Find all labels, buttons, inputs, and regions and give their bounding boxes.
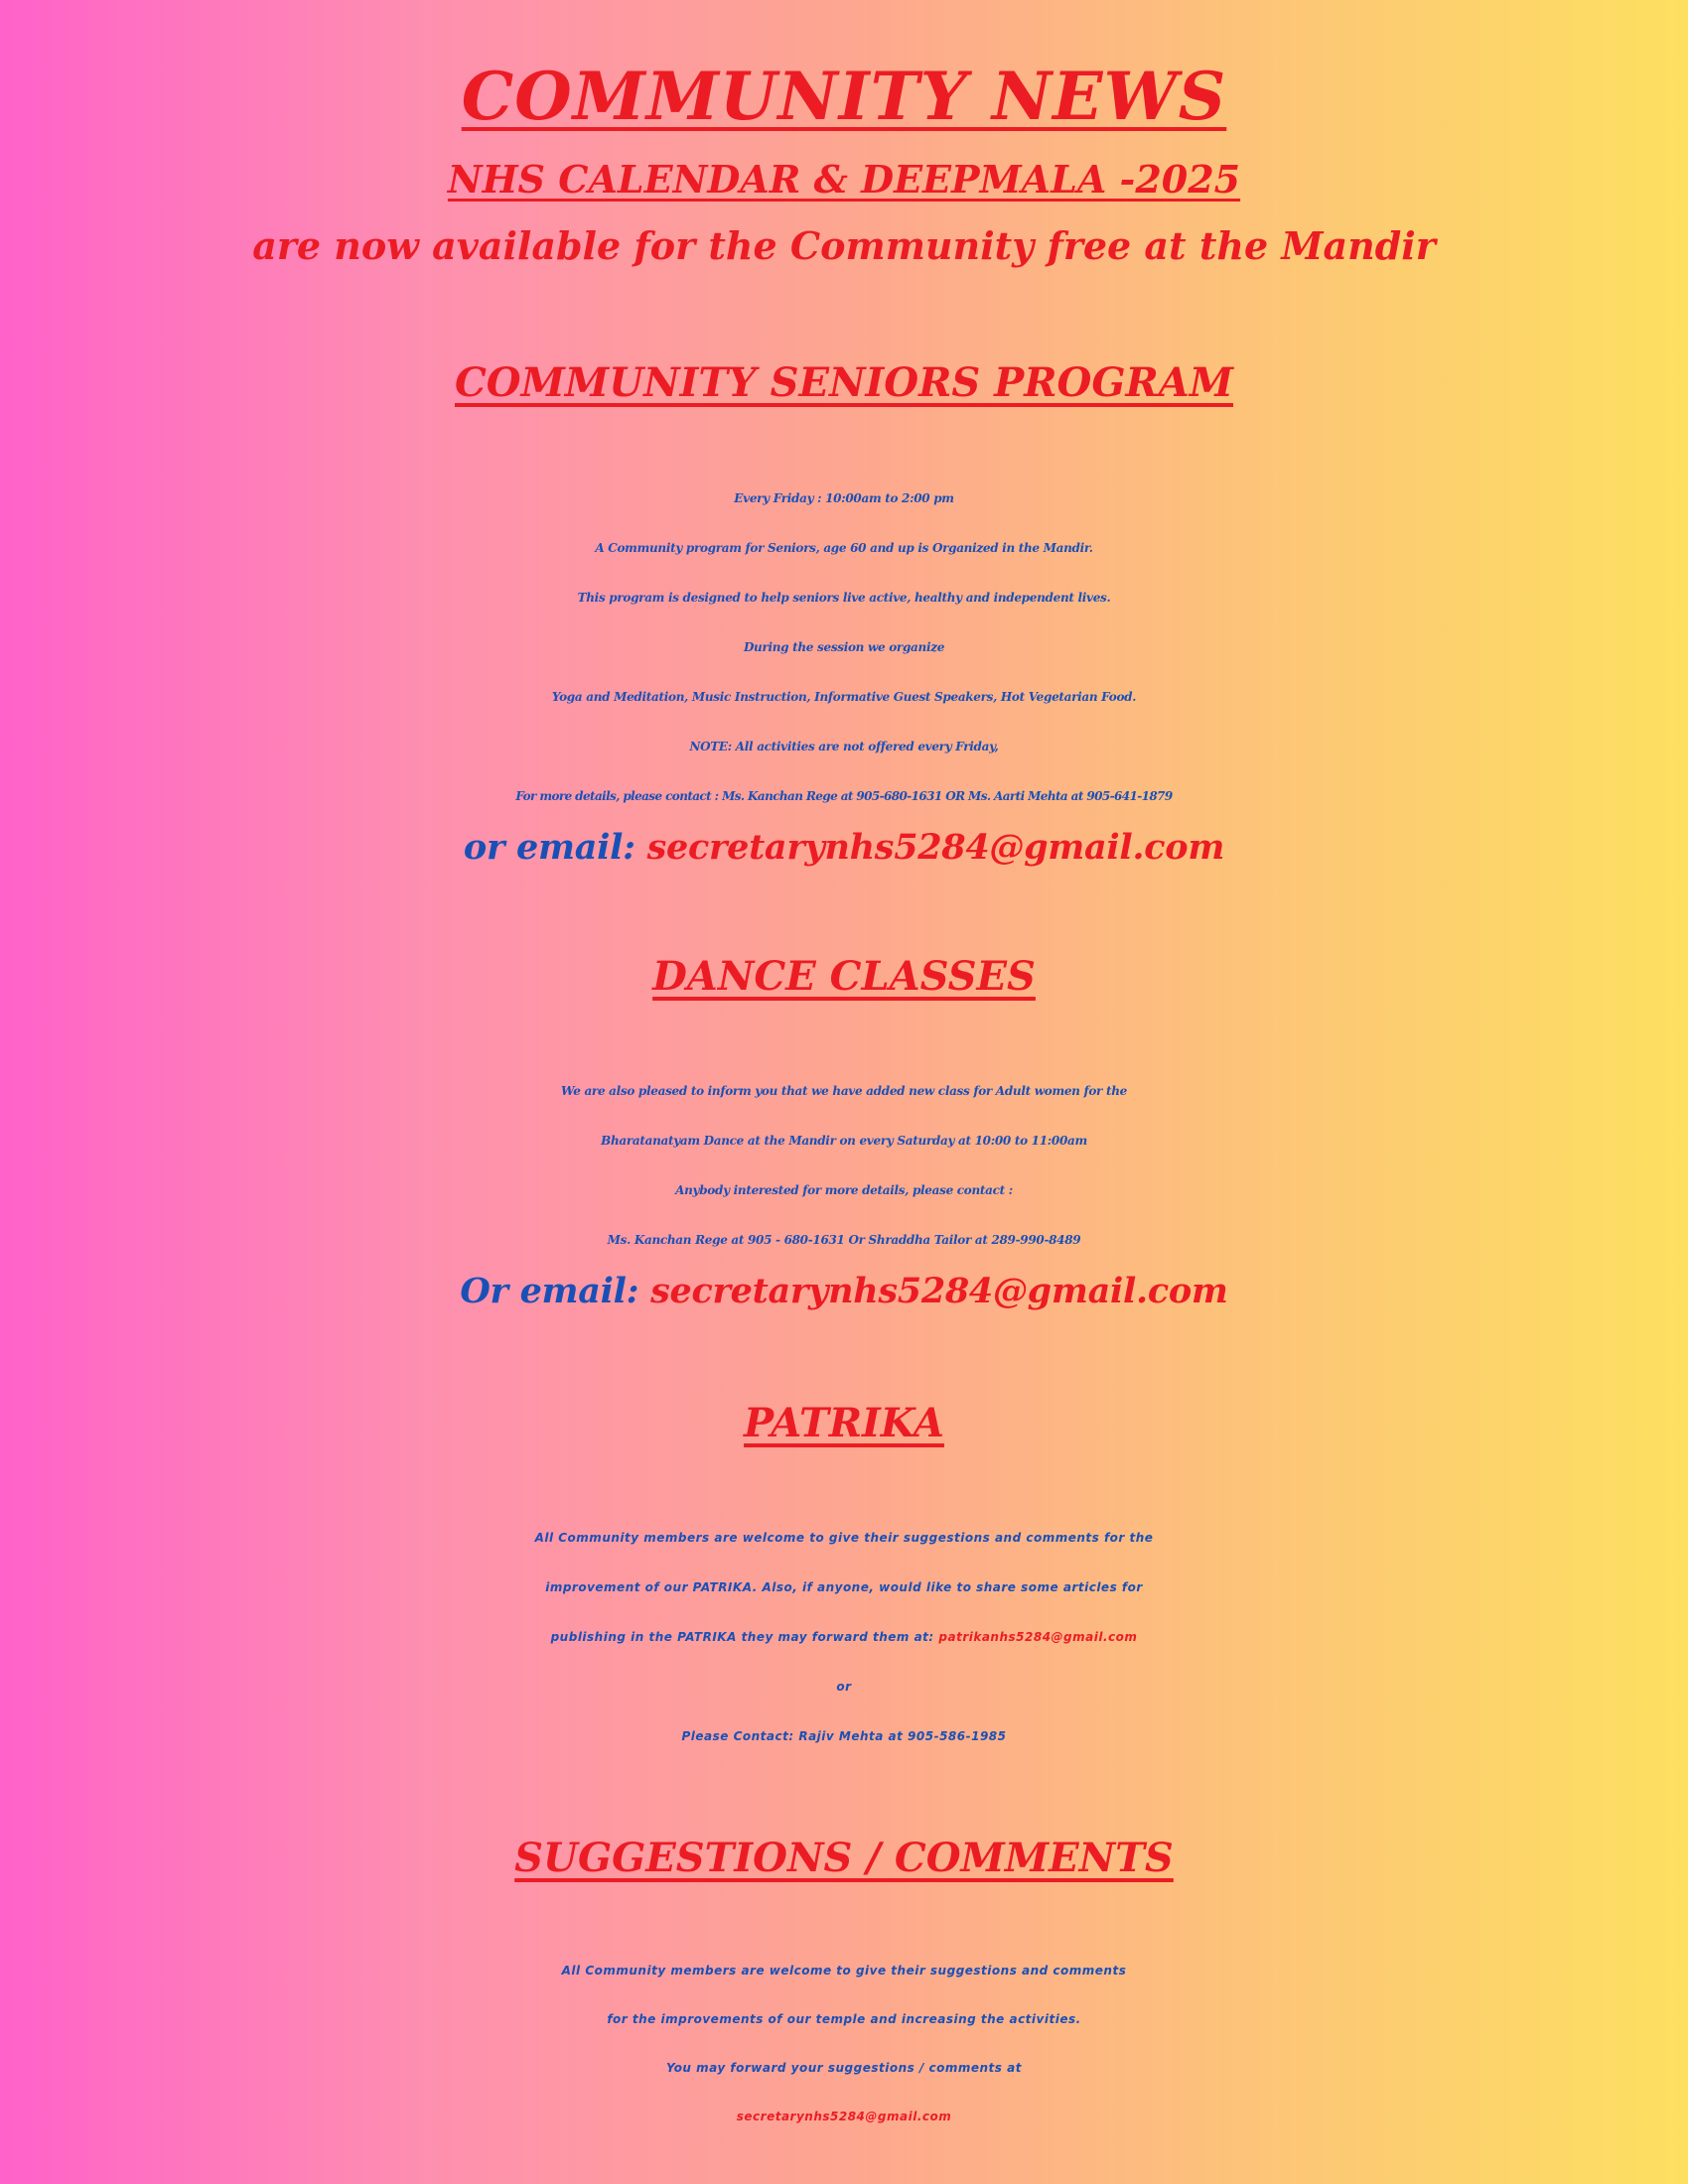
patrika-line: All Community members are welcome to give their suggestions and comments for the: [534, 1531, 1154, 1545]
seniors-line: Every Friday : 10:00am to 2:00 pm: [734, 491, 954, 505]
seniors-line: This program is designed to help seniors live active, healthy and independent lives.: [577, 591, 1111, 605]
suggestions-line: You may forward your suggestions / comments at: [666, 2061, 1022, 2075]
dance-email-line: [0, 1265, 1688, 1318]
seniors-email-link[interactable]: secretarynhs5284@gmail.com: [646, 827, 1225, 868]
patrika-line: [0, 1612, 1688, 1662]
dance-heading: DANCE CLASSES: [652, 953, 1036, 1000]
seniors-email-line: [0, 821, 1688, 875]
seniors-line: Yoga and Meditation, Music Instruction, Informative Guest Speakers, Hot Vegetarian Food.: [551, 690, 1137, 704]
seniors-line: NOTE: All activities are not offered every Friday,: [689, 740, 999, 753]
email-prefix: or email:: [463, 827, 647, 868]
seniors-line: For more details, please contact : Ms. Kanchan Rege at 905-680-1631 OR Ms. Aarti Mehta at 905-641-1879: [515, 789, 1173, 803]
seniors-section: [0, 474, 1688, 875]
patrika-line3-text: publishing in the PATRIKA they may forward them at:: [550, 1630, 939, 1644]
seniors-heading: COMMUNITY SENIORS PROGRAM: [454, 359, 1234, 406]
suggestions-heading: SUGGESTIONS / COMMENTS: [514, 1835, 1174, 1881]
calendar-subtitle: are now available for the Community free at the Mandir: [252, 223, 1436, 268]
patrika-line: improvement of our PATRIKA. Also, if anyone, would like to share some articles for: [545, 1580, 1143, 1594]
calendar-heading: NHS CALENDAR & DEEPMALA -2025: [447, 157, 1241, 202]
seniors-line: During the session we organize: [743, 640, 945, 654]
suggestions-email-link[interactable]: secretarynhs5284@gmail.com: [736, 2110, 952, 2123]
dance-email-link[interactable]: secretarynhs5284@gmail.com: [650, 1271, 1228, 1311]
dance-section: [0, 1066, 1688, 1318]
patrika-email-link[interactable]: patrikanhs5284@gmail.com: [938, 1630, 1138, 1644]
seniors-line: A Community program for Seniors, age 60 and up is Organized in the Mandir.: [595, 541, 1093, 555]
patrika-or: or: [836, 1680, 852, 1694]
dance-line: Bharatanatyam Dance at the Mandir on every Saturday at 10:00 to 11:00am: [601, 1134, 1087, 1148]
patrika-contact: Please Contact: Rajiv Mehta at 905-586-1985: [681, 1729, 1007, 1743]
suggestions-section: [0, 1947, 1688, 2141]
suggestions-line: for the improvements of our temple and increasing the activities.: [607, 2012, 1081, 2026]
page-title: COMMUNITY NEWS: [461, 58, 1227, 135]
patrika-section: [0, 1513, 1688, 1761]
suggestions-line: All Community members are welcome to give their suggestions and comments: [561, 1964, 1127, 1978]
dance-line: Ms. Kanchan Rege at 905 - 680-1631 Or Shraddha Tailor at 289-990-8489: [607, 1233, 1081, 1247]
patrika-heading: PATRIKA: [744, 1400, 944, 1446]
email-prefix: Or email:: [460, 1271, 651, 1311]
dance-line: We are also pleased to inform you that we have added new class for Adult women for the: [561, 1084, 1127, 1098]
dance-line: Anybody interested for more details, please contact :: [675, 1183, 1013, 1197]
